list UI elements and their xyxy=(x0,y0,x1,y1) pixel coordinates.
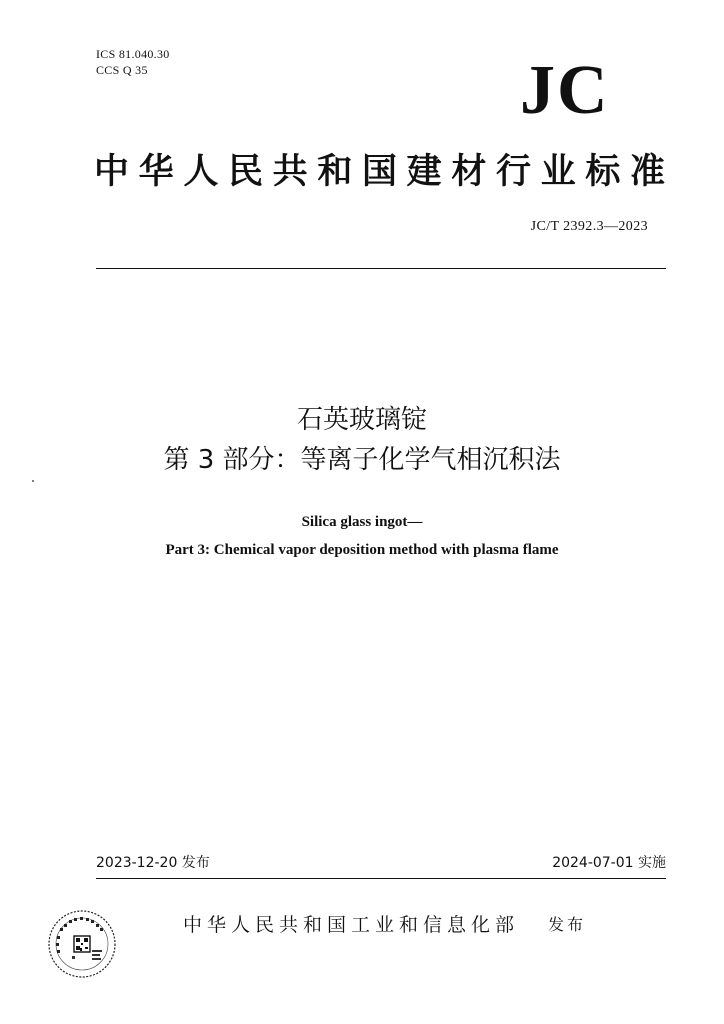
english-title-line-1: Silica glass ingot— xyxy=(301,514,423,530)
publisher-name: 中华人民共和国工业和信息化部 xyxy=(183,914,520,936)
chinese-title-line-2: 第 3 部分：等离子化学气相沉积法 xyxy=(163,445,561,475)
top-divider xyxy=(96,268,666,269)
english-title-line-2: Part 3: Chemical vapor deposition method with plasma flame xyxy=(165,542,559,558)
implementation-date: 2024-07-01 实施 xyxy=(552,855,666,871)
standard-number: JC/T 2392.3—2023 xyxy=(530,219,648,234)
chinese-title-line-1: 石英玻璃锭 xyxy=(296,405,427,435)
ccs-code: CCS Q 35 xyxy=(96,63,148,77)
publish-label: 发布 xyxy=(548,915,587,934)
bottom-divider xyxy=(96,878,666,879)
jc-logo: JC xyxy=(520,52,610,129)
standard-category-title: 中华人民共和国建材行业标准 xyxy=(94,152,666,192)
circular-seal-stamp-icon xyxy=(44,906,120,982)
ics-code: ICS 81.040.30 xyxy=(96,47,170,61)
scan-speck xyxy=(32,480,34,482)
issue-date: 2023-12-20 发布 xyxy=(96,855,210,871)
